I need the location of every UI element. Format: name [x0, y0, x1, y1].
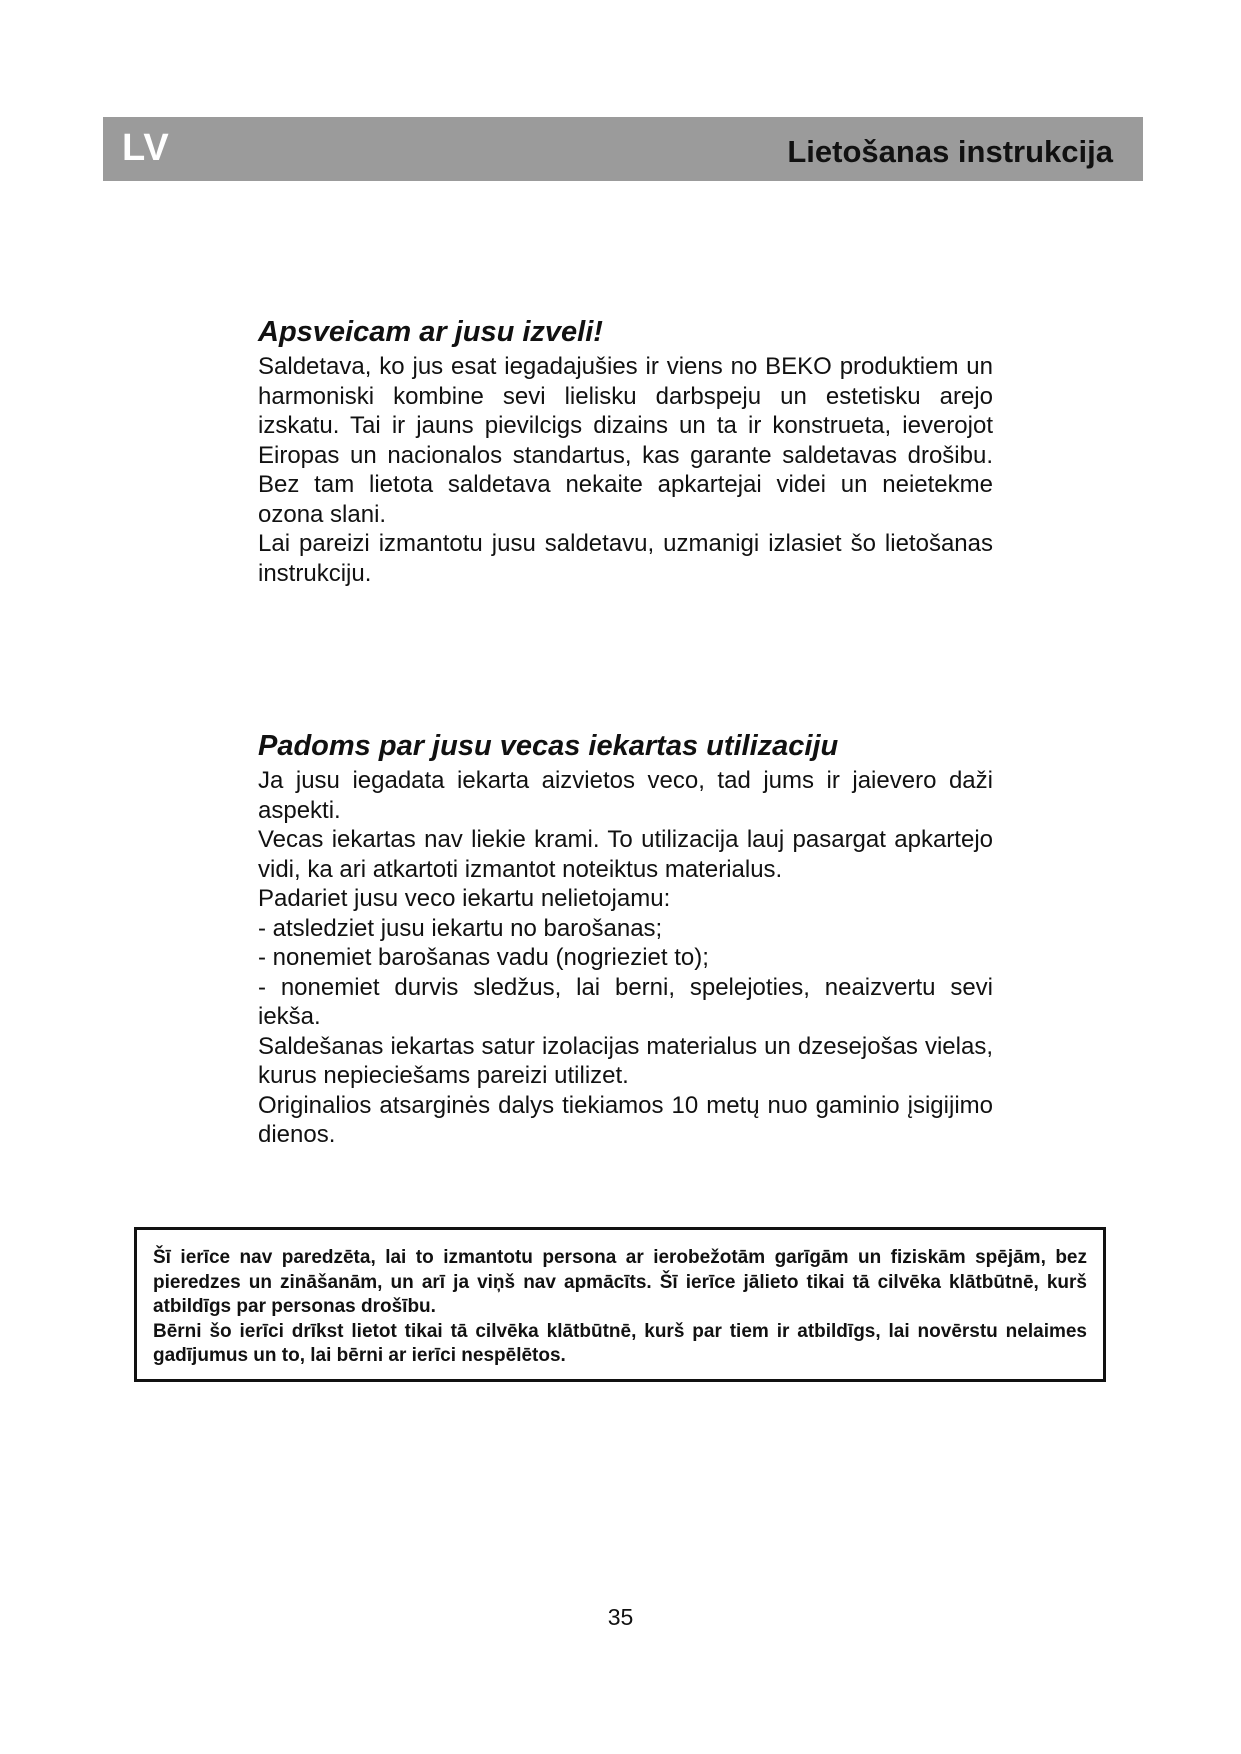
- language-code: LV: [122, 127, 170, 169]
- disposal-step: - atsledziet jusu iekartu no barošanas;: [258, 914, 663, 942]
- disposal-materials: Saldešanas iekartas satur izolacijas materialus un dzesejošas vielas, kurus nepieciešams pareizi utilizet.: [258, 1032, 993, 1089]
- welcome-section: [258, 314, 993, 588]
- disposal-step: - nonemiet durvis sledžus, lai berni, spelejoties, neaizvertu sevi iekša.: [258, 973, 993, 1030]
- welcome-instruction: Lai pareizi izmantotu jusu saldetavu, uzmanigi izlasiet šo lietošanas instrukciju.: [258, 530, 993, 587]
- disposal-section: [258, 728, 993, 1150]
- welcome-paragraph: Saldetava, ko jus esat iegadajušies ir viens no BEKO produktiem un harmoniski kombine sevi lielisku darbspeju un estetisku arejo izskatu. Tai ir jauns pievilcigs dizains un ta ir konstrueta, ieverojot Eiropas un nacionalos standartus, kas garante saldetavas drošibu. Bez tam lietota saldetava nekaite apkartejai videi un neietekme ozona slani.: [258, 353, 993, 528]
- disposal-steps-title: Padariet jusu veco iekartu nelietojamu:: [258, 885, 671, 912]
- header-bar: [103, 117, 1143, 181]
- children-notice-text: Bērni šo ierīci drīkst lietot tikai tā cilvēka klātbūtnē, kurš par tiem ir atbildīgs, lai novērstu nelaimes gadījumus un to, lai bērni ar ierīci nespēlētos.: [153, 1320, 1087, 1366]
- welcome-heading: Apsveicam ar jusu izveli!: [258, 316, 603, 348]
- page-number: 35: [607, 1604, 634, 1630]
- safety-notice-text: Šī ierīce nav paredzēta, lai to izmantotu persona ar ierobežotām garīgām un fiziskām spējām, bez pieredzes un zināšanām, un arī ja viņš nav apmācīts. Šī ierīce jālieto tikai tā cilvēka klātbūtnē, kurš atbildīgs par personas drošību.: [153, 1247, 1087, 1317]
- spare-parts-note: Originalios atsarginės dalys tiekiamos 10 metų nuo gaminio įsigijimo dienos.: [258, 1091, 993, 1148]
- disposal-paragraph: Vecas iekartas nav liekie krami. To utilizacija lauj pasargat apkartejo vidi, ka ari atkartoti izmantot noteiktus materialus.: [258, 826, 993, 883]
- disposal-step: - nonemiet barošanas vadu (nogrieziet to);: [258, 944, 709, 971]
- disposal-heading: Padoms par jusu vecas iekartas utilizaciju: [258, 730, 839, 762]
- safety-notice-box: [134, 1227, 1106, 1382]
- disposal-intro: Ja jusu iegadata iekarta aizvietos veco, tad jums ir jaievero daži aspekti.: [258, 767, 993, 824]
- document-title: Lietošanas instrukcija: [787, 134, 1113, 169]
